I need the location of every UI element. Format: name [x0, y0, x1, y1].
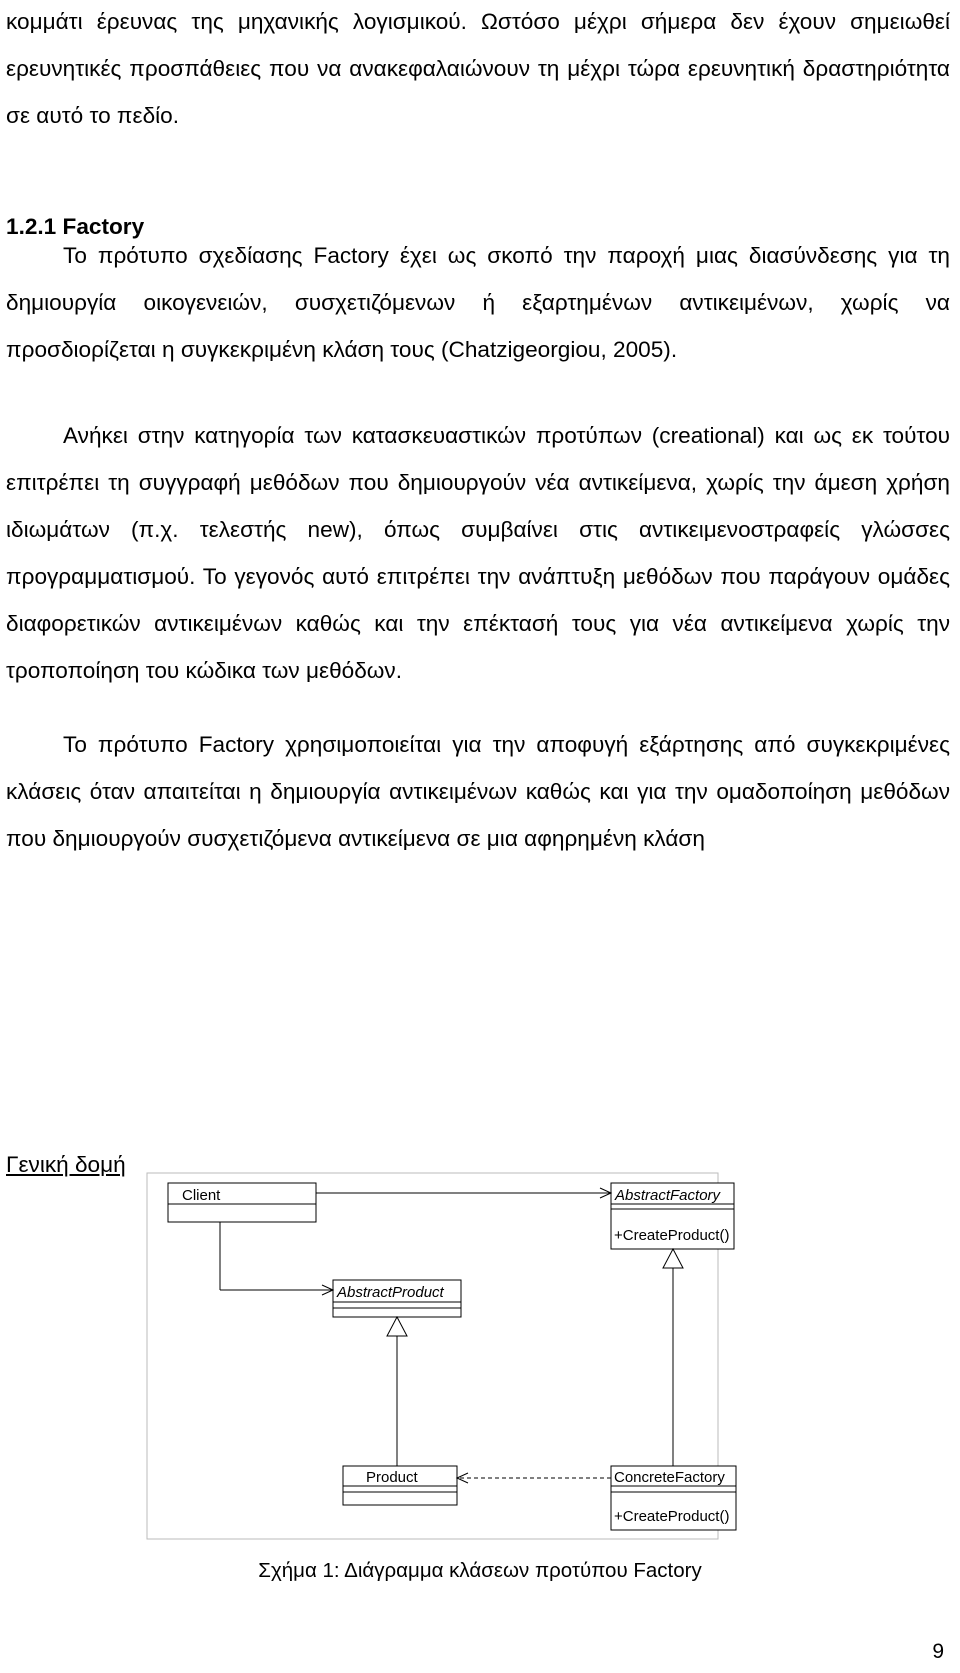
intro-paragraph: κομμάτι έρευνας της μηχανικής λογισμικού. Ωστόσο μέχρι σήμερα δεν έχουν σημειωθεί ερευνητικές προσπάθειες που να ανακεφαλαιώνουν τη μέχρι τώρα ερευνητική δραστηριότητα σε αυτό το πεδίο. — [6, 9, 950, 128]
figure-caption: Σχήμα 1: Διάγραμμα κλάσεων προτύπου Factory — [258, 1559, 702, 1582]
concrete-factory-method: +CreateProduct() — [614, 1508, 730, 1525]
section-heading: 1.2.1 Factory — [6, 214, 145, 239]
paragraph-3: Το πρότυπο Factory χρησιμοποιείται για την αποφυγή εξάρτησης από συγκεκριμένες κλάσεις όταν απαιτείται η δημιουργία αντικειμένων καθώς και για την ομαδοποίηση μεθόδων που δημιουργούν συσχετιζόμενα αντικείμενα σε μια αφηρημένη κλάση — [6, 732, 950, 851]
subsection-heading: Γενική δομή — [6, 1152, 126, 1177]
concrete-factory-class-name: ConcreteFactory — [614, 1469, 725, 1486]
client-class-name: Client — [182, 1187, 221, 1204]
paragraph-1: Το πρότυπο σχεδίασης Factory έχει ως σκοπό την παροχή μιας διασύνδεσης για τη δημιουργία οικογενειών, συσχετιζόμενων ή εξαρτημένων αντικειμένων, χωρίς να προσδιορίζεται η συγκεκριμένη κλάση τους (Chatzigeorgiou, 2005). — [6, 243, 950, 362]
page-number: 9 — [932, 1640, 944, 1663]
abstract-product-class-name: AbstractProduct — [337, 1284, 444, 1301]
product-class-name: Product — [366, 1469, 418, 1486]
abstract-factory-class-name: AbstractFactory — [615, 1187, 721, 1204]
paragraph-2: Ανήκει στην κατηγορία των κατασκευαστικών προτύπων (creational) και ως εκ τούτου επιτρέπει τη συγγραφή μεθόδων που δημιουργούν νέα αντικείμενα, χωρίς την άμεση χρήση ιδιωμάτων (π.χ. τελεστής new), όπως συμβαίνει στις αντικειμενοστραφείς γλώσσες προγραμματισμού. Το γεγονός αυτό επιτρέπει την ανάπτυξη μεθόδων που παράγουν ομάδες διαφορετικών αντικειμένων καθώς και την επέκτασή τους για νέα αντικείμενα χωρίς την τροποποίηση του κώδικα των μεθόδων. — [6, 423, 950, 683]
abstract-factory-method: +CreateProduct() — [614, 1227, 730, 1244]
